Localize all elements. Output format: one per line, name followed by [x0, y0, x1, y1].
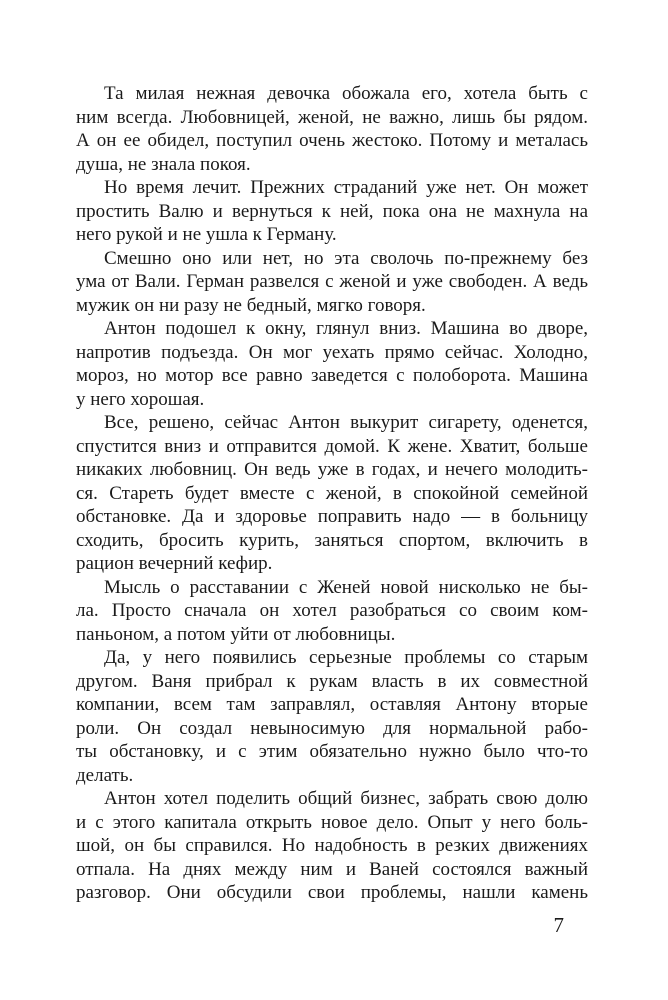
page-number: 7	[553, 913, 564, 937]
text-line: душа, не знала покоя.	[76, 153, 251, 175]
text-line: паньоном, а потом уйти от любовницы.	[76, 623, 396, 645]
text-line: делать.	[76, 764, 134, 786]
text-line: ты обстановку, и с этим обязательно нужно было что-то	[76, 741, 588, 762]
text-line: обстановке. Да и здоровье поправить надо — в больницу	[76, 506, 588, 527]
text-line: ла. Просто сначала он хотел разобраться со своим ком-	[76, 600, 588, 621]
text-line: мужик он ни разу не бедный, мягко говоря.	[76, 294, 426, 316]
text-line: Антон хотел поделить общий бизнес, забрать свою долю	[104, 788, 588, 809]
text-line: ся. Стареть будет вместе с женой, в спокойной семейной	[76, 482, 588, 504]
text-line: Та милая нежная девочка обожала его, хотела быть с	[104, 83, 588, 104]
text-line: напротив подъезда. Он мог уехать прямо сейчас. Холодно,	[76, 341, 588, 363]
text-line: Все, решено, сейчас Антон выкурит сигарету, оденется,	[104, 412, 588, 433]
text-line: простить Валю и вернуться к ней, пока она не махнула на	[76, 200, 588, 222]
text-line: А он ее обидел, поступил очень жестоко. Потому и металась	[76, 130, 588, 151]
text-line: шой, он бы справился. Но надобность в резких движениях	[76, 835, 588, 856]
text-line: отпала. На днях между ним и Ваней состоялся важный	[76, 858, 588, 880]
text-line: у него хорошая.	[76, 388, 205, 410]
text-line: рацион вечерний кефир.	[76, 553, 273, 574]
text-line: сходить, бросить курить, заняться спортом, включить в	[76, 529, 588, 551]
text-line: и с этого капитала открыть новое дело. Опыт у него боль-	[76, 811, 588, 833]
text-line: спустится вниз и отправится домой. К жене. Хватит, больше	[76, 435, 588, 457]
text-line: Да, у него появились серьезные проблемы со старым	[104, 647, 588, 668]
text-line: разговор. Они обсудили свои проблемы, нашли камень	[76, 882, 588, 903]
text-line: Но время лечит. Прежних страданий уже нет. Он может	[104, 177, 588, 198]
text-line: компании, всем там заправлял, оставляя Антону вторые	[76, 694, 588, 715]
text-line: Мысль о расставании с Женей новой нисколько не бы-	[104, 576, 588, 598]
text-line: роли. Он создал невыносимую для нормальной рабо-	[76, 717, 588, 739]
body-text	[76, 82, 588, 905]
text-line: ума от Вали. Герман развелся с женой и уже свободен. А ведь	[76, 271, 588, 292]
text-line: ним всегда. Любовницей, женой, не важно, лишь бы рядом.	[76, 106, 588, 128]
text-line: Смешно оно или нет, но эта сволочь по-прежнему без	[104, 247, 588, 269]
text-line: никаких любовниц. Он ведь уже в годах, и нечего молодить-	[76, 459, 588, 480]
text-line: другом. Ваня прибрал к рукам власть в их совместной	[76, 670, 588, 692]
text-line: него рукой и не ушла к Герману.	[76, 224, 337, 245]
text-line: Антон подошел к окну, глянул вниз. Машина во дворе,	[104, 318, 588, 339]
text-line: мороз, но мотор все равно заведется с полоборота. Машина	[76, 365, 588, 386]
